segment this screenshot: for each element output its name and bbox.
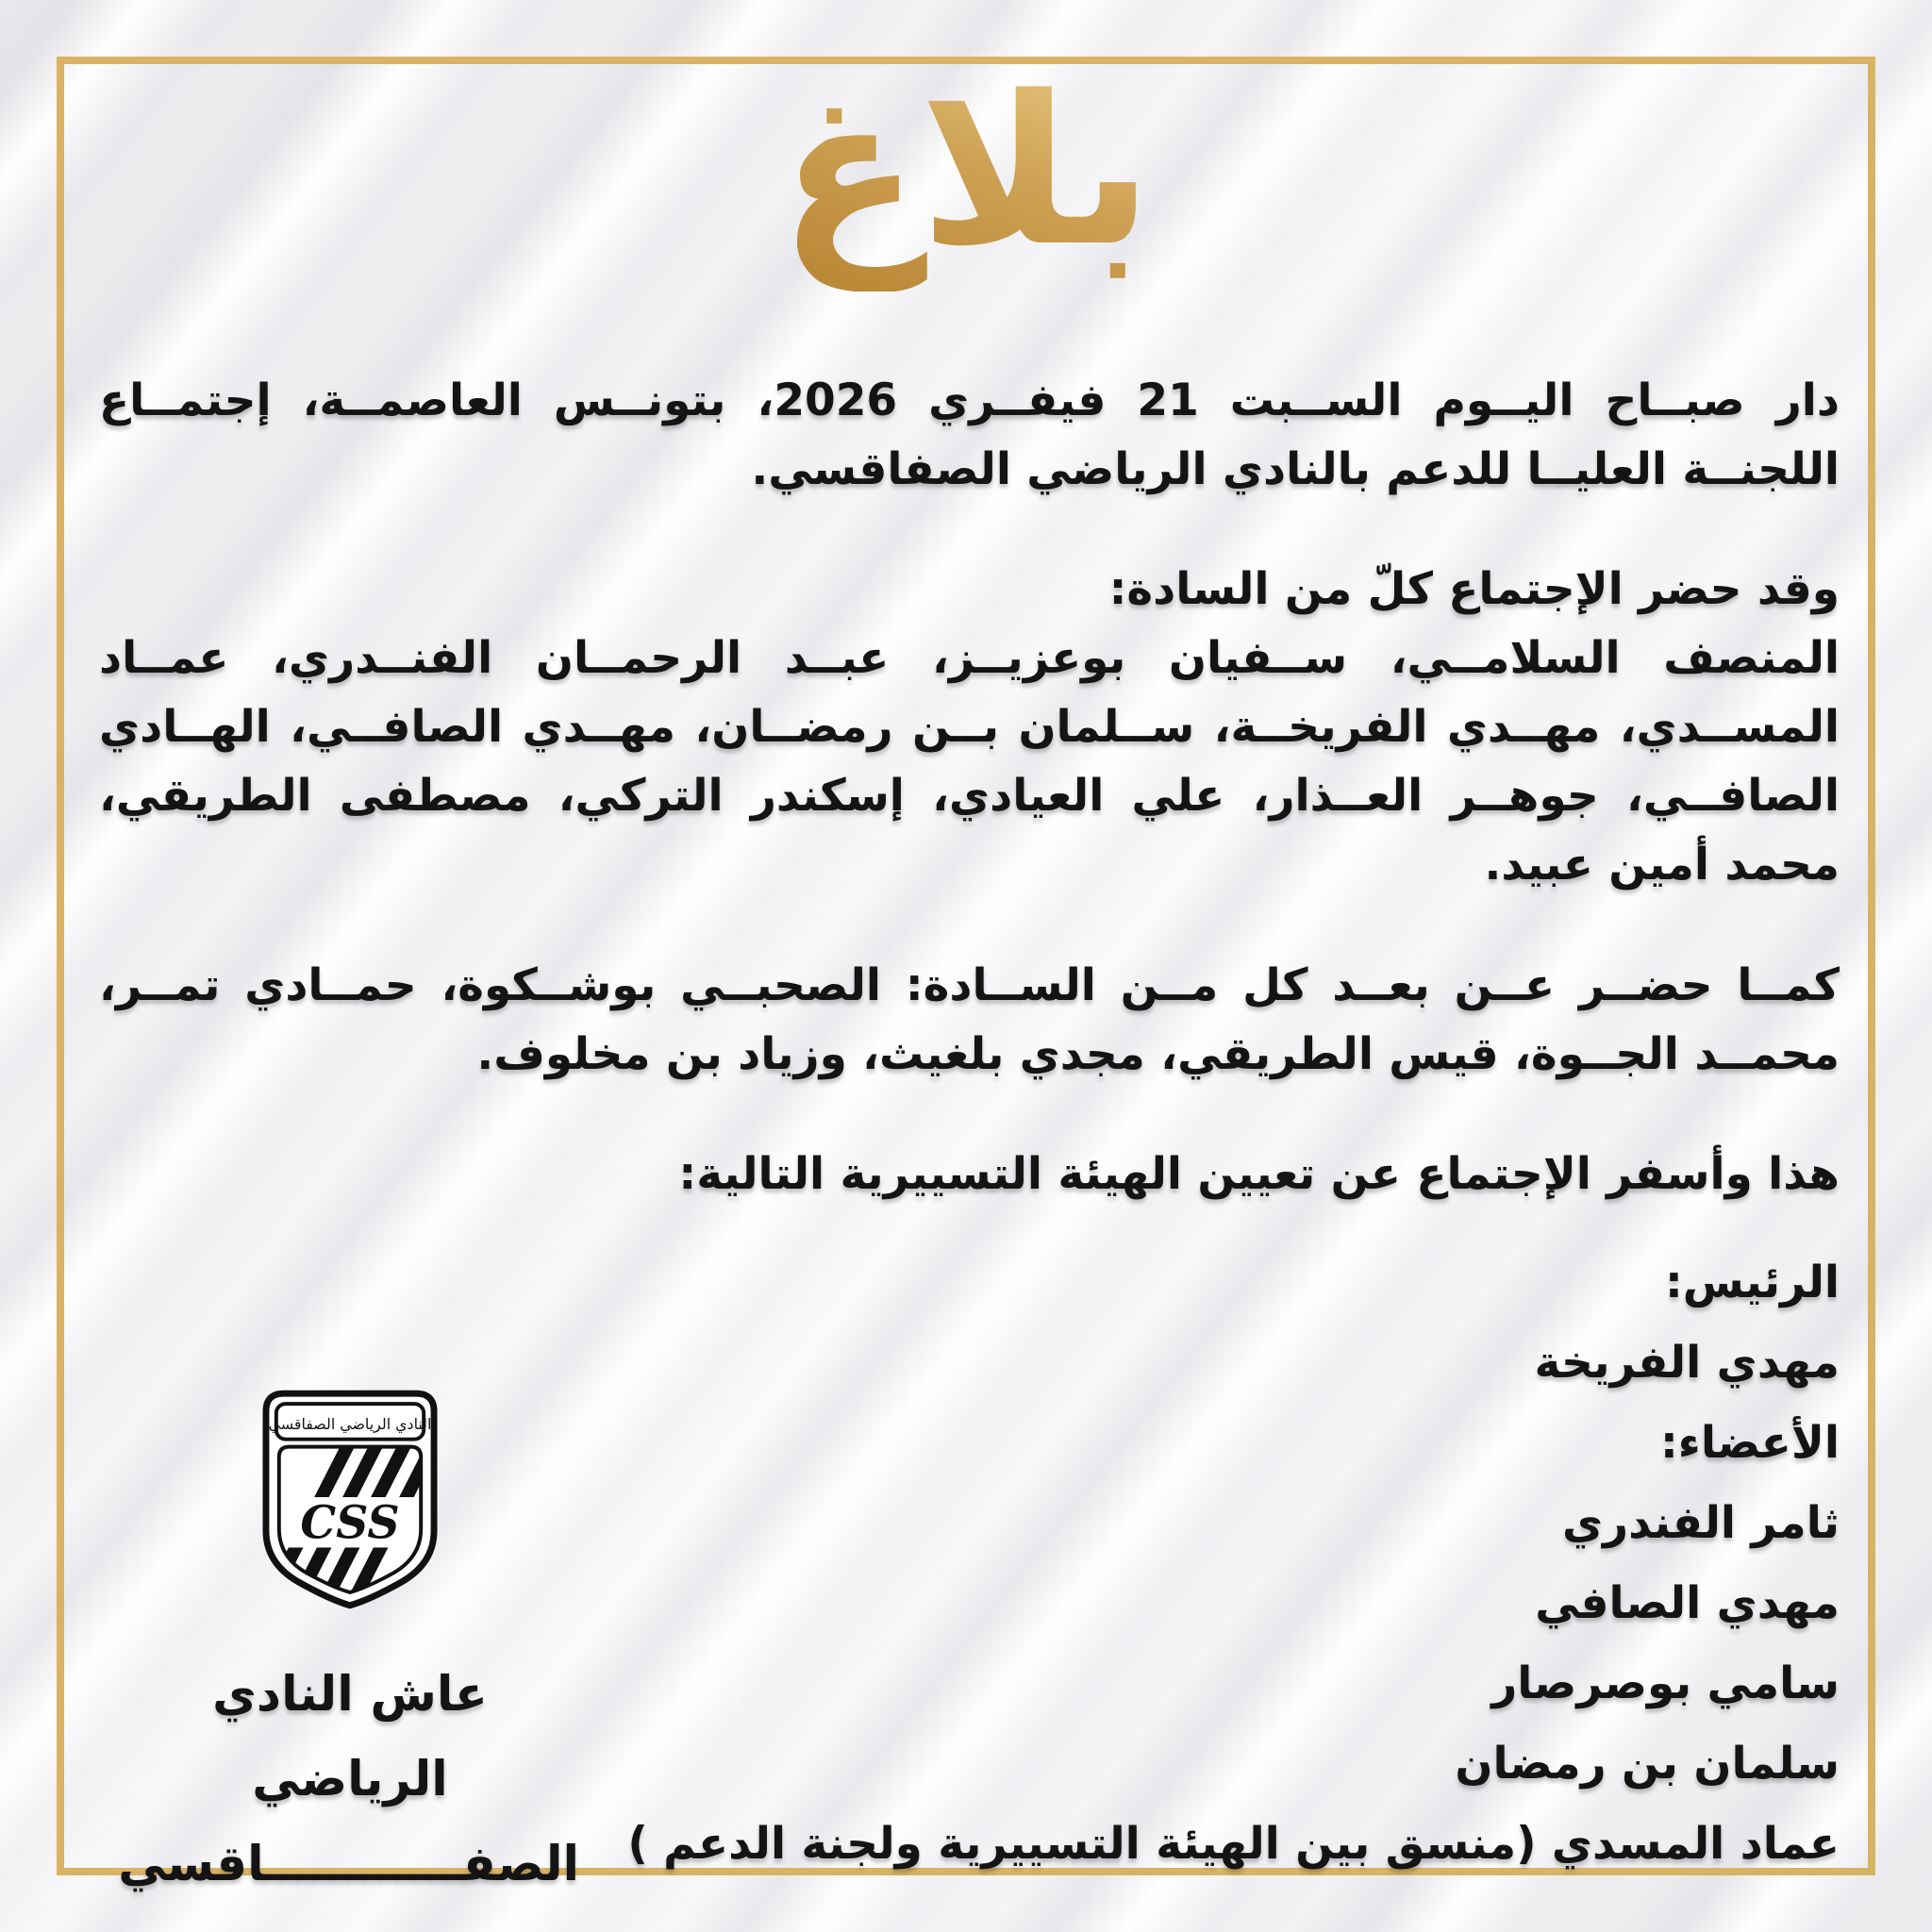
paragraph-attendees-names: المنصف السلامــي، ســفيان بوعزيــز، عبــد الرحمــان الفنــدري، عمــاد المســدي، مهــدي الفريخــة، ســلمان بــن رمضــان، مهــدي الصافــي، الهــادي الصافــي، جوهــر العــذار، علي العيادي، إسكندر التركي، مصطفى الطريقي، محمد أمين عبيد. [99, 632, 1840, 891]
member-item: ثامر الفندري [1561, 1497, 1840, 1549]
paragraph-meeting-intro: دار صبــاح اليــوم الســبت 21 فيفــري 2026، بتونــس العاصمــة، إجتمــاع اللجنــة العليــا للدعم بالنادي الرياضي الصفاقسي. [99, 375, 1840, 495]
badge-acronym: CSS [300, 1496, 400, 1550]
paragraph-remote-attendees: كمــا حضــر عــن بعــد كل مــن الســادة: الصحبــي بوشــكوة، حمــادي تمــر، محمــد الجــوة، قيس الطريقي، مجدي بلغيث، وزياد بن مخلوف. [99, 959, 1840, 1080]
statement-title-text: بلاغ [778, 53, 1154, 291]
members-label: الأعضاء: [1660, 1417, 1840, 1469]
club-logo-block [118, 1389, 579, 1907]
member-item: عماد المسدي (منسق بين الهيئة التسييرية ولجنة الدعم ) [627, 1818, 1840, 1870]
president-name: مهدي الفريخة [1534, 1337, 1840, 1389]
member-item: سامي بوصرصار [1491, 1657, 1840, 1709]
footer-slogan-line2: الصفــــــــــــاقسي [118, 1837, 579, 1892]
president-label: الرئيس: [1664, 1257, 1840, 1308]
member-item: مهدي الصافي [1535, 1577, 1840, 1629]
footer-slogan [118, 1653, 579, 1907]
statement-title [0, 55, 1932, 291]
paragraph-attendees-heading: وقد حضر الإجتماع كلّ من السادة: [1108, 563, 1840, 615]
badge-banner-text: النادي الرياضي الصفاقسي [268, 1414, 432, 1433]
member-item: سلمان بن رمضان [1455, 1738, 1840, 1790]
footer-slogan-line1: عاش النادي الرياضي [212, 1667, 488, 1807]
paragraph-outcome: هذا وأسفر الإجتماع عن تعيين الهيئة التسييرية التالية: [678, 1148, 1840, 1200]
club-badge-logo-icon [261, 1389, 439, 1611]
